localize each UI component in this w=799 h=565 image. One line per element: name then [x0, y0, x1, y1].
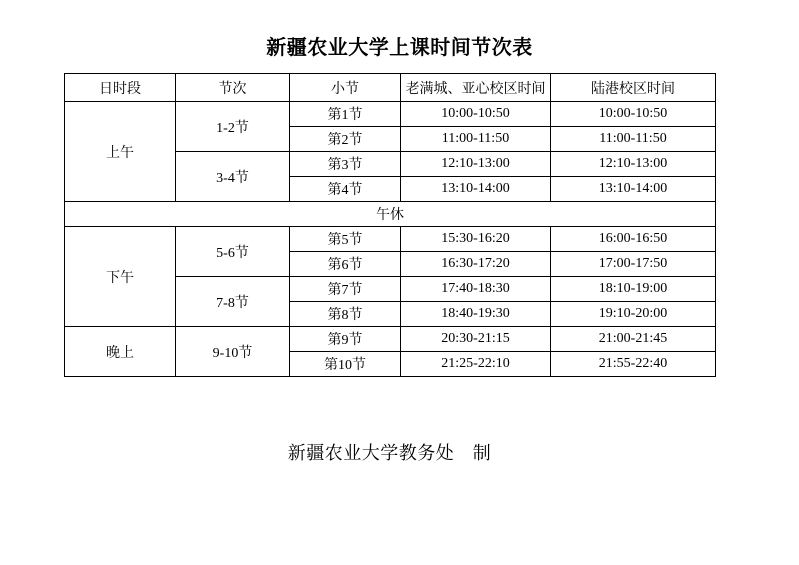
table-row	[65, 327, 716, 352]
footer-credit: 新疆农业大学教务处 制	[287, 443, 492, 463]
time-cell: 20:30-21:15	[401, 327, 551, 352]
time-cell: 17:40-18:30	[401, 277, 551, 302]
time-cell: 12:10-13:00	[401, 152, 551, 177]
section-cell: 第6节	[290, 252, 401, 277]
period-cell-morning: 上午	[65, 102, 176, 202]
time-cell: 18:40-19:30	[401, 302, 551, 327]
time-cell: 16:00-16:50	[551, 227, 716, 252]
time-cell: 13:10-14:00	[401, 177, 551, 202]
table-row	[65, 102, 716, 127]
period-cell-afternoon: 下午	[65, 227, 176, 327]
header-day-period: 日时段	[65, 74, 176, 102]
section-cell: 第2节	[290, 127, 401, 152]
header-period-group: 节次	[176, 74, 290, 102]
time-cell: 21:25-22:10	[401, 352, 551, 377]
section-cell: 第4节	[290, 177, 401, 202]
group-cell: 7-8节	[176, 277, 290, 327]
time-cell: 16:30-17:20	[401, 252, 551, 277]
table-row	[65, 227, 716, 252]
group-cell: 9-10节	[176, 327, 290, 377]
time-cell: 21:55-22:40	[551, 352, 716, 377]
section-cell: 第3节	[290, 152, 401, 177]
time-cell: 11:00-11:50	[401, 127, 551, 152]
time-cell: 21:00-21:45	[551, 327, 716, 352]
section-cell: 第5节	[290, 227, 401, 252]
time-cell: 15:30-16:20	[401, 227, 551, 252]
group-cell: 1-2节	[176, 102, 290, 152]
time-cell: 18:10-19:00	[551, 277, 716, 302]
schedule-table	[64, 73, 716, 377]
time-cell: 13:10-14:00	[551, 177, 716, 202]
header-laomancheng-yaxin-time: 老满城、亚心校区时间	[401, 74, 551, 102]
time-cell: 11:00-11:50	[551, 127, 716, 152]
time-cell: 12:10-13:00	[551, 152, 716, 177]
section-cell: 第9节	[290, 327, 401, 352]
time-cell: 17:00-17:50	[551, 252, 716, 277]
section-cell: 第10节	[290, 352, 401, 377]
section-cell: 第8节	[290, 302, 401, 327]
time-cell: 19:10-20:00	[551, 302, 716, 327]
group-cell: 3-4节	[176, 152, 290, 202]
lunch-break-row	[65, 202, 716, 227]
time-cell: 10:00-10:50	[401, 102, 551, 127]
table-header-row	[65, 74, 716, 102]
section-cell: 第1节	[290, 102, 401, 127]
header-section: 小节	[290, 74, 401, 102]
time-cell: 10:00-10:50	[551, 102, 716, 127]
page-title: 新疆农业大学上课时间节次表	[266, 37, 533, 59]
period-cell-evening: 晚上	[65, 327, 176, 377]
header-lugang-time: 陆港校区时间	[551, 74, 716, 102]
lunch-break-cell: 午休	[65, 202, 716, 227]
group-cell: 5-6节	[176, 227, 290, 277]
section-cell: 第7节	[290, 277, 401, 302]
